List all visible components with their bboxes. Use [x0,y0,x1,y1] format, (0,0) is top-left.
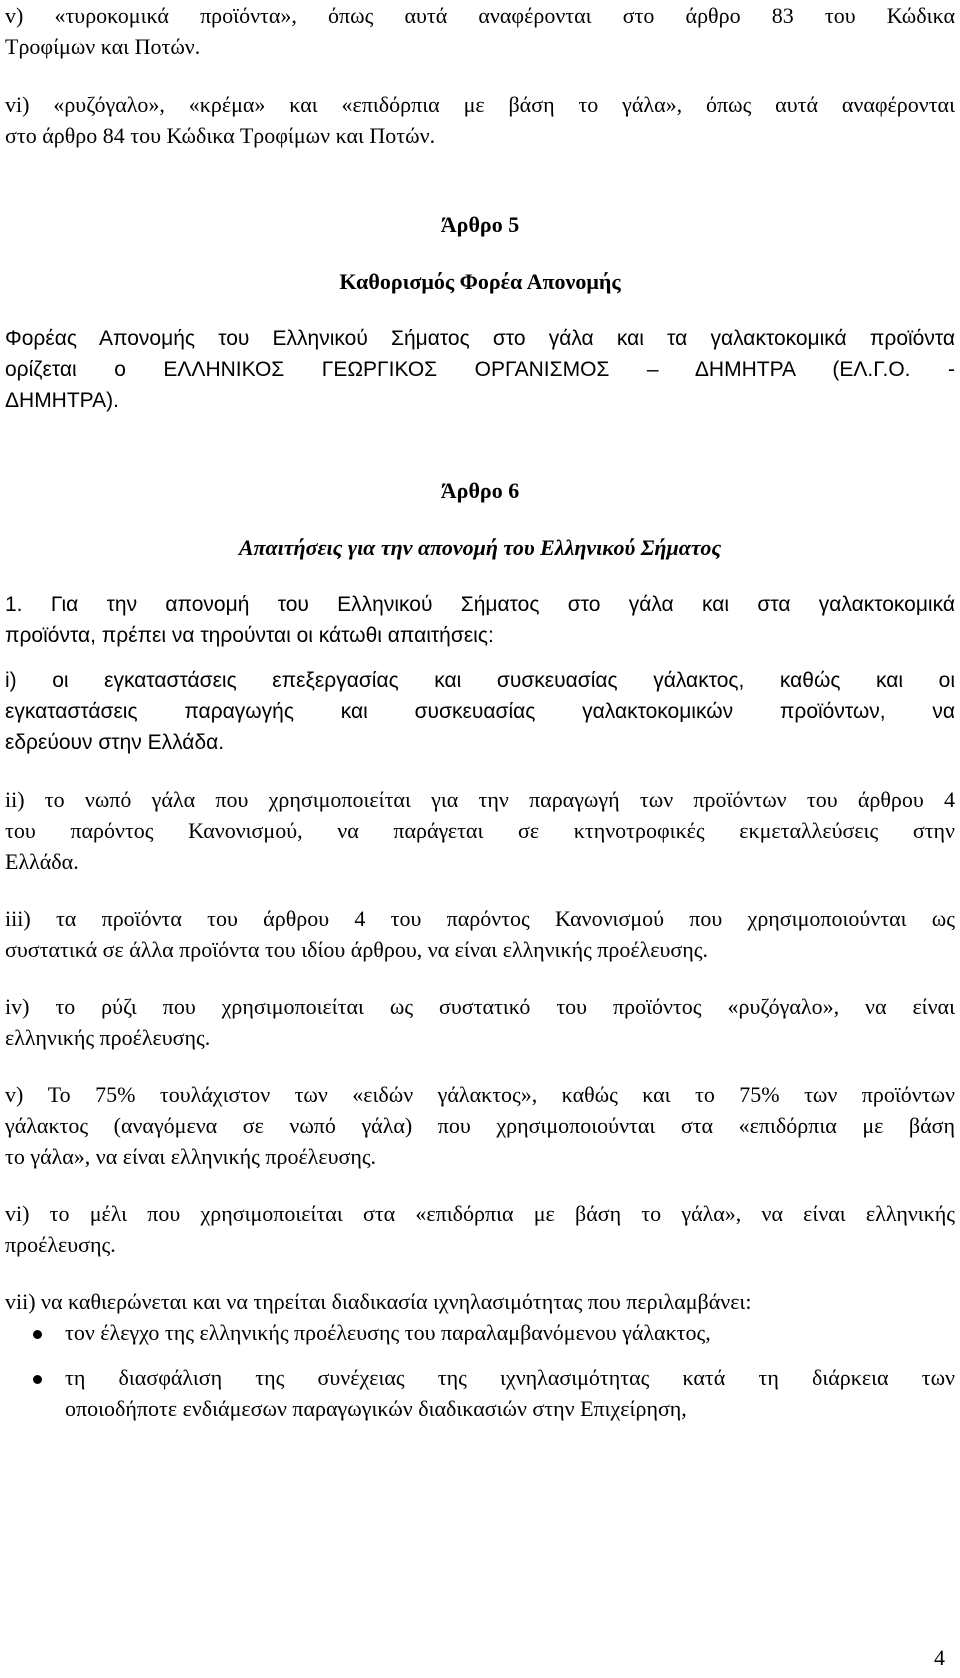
list-item-vi-line2: στο άρθρο 84 του Κώδικα Τροφίμων και Ποτών. [5,123,436,148]
article6-item-v-line3: το γάλα», να είναι ελληνικής προέλευσης. [5,1144,377,1169]
article6-item-iv-line2: ελληνικής προέλευσης. [5,1025,211,1050]
list-item-vi-line1: vi) «ρυζόγαλο», «κρέμα» και «επιδόρπια με βάση το γάλα», όπως αυτά αναφέρονται [5,92,955,117]
article5-title: Καθορισμός Φορέα Απονομής [339,269,621,294]
article6-item-iii-line2: συστατικά σε άλλα προϊόντα του ιδίου άρθρου, να είναι ελληνικής προέλευσης. [5,937,708,962]
article6-heading: Άρθρο 6 [440,478,520,503]
article6-title: Απαιτήσεις για την απονομή του Ελληνικού Σήματος [238,535,722,560]
bullet-dot-icon [33,1330,42,1339]
list-item-v-line2: Τροφίμων και Ποτών. [5,34,201,59]
article6-item-ii-line2: του παρόντος Κανονισμού, να παράγεται σε κτηνοτροφικές εκμεταλλεύσεις στην [5,818,955,843]
bullet-2-line1: τη διασφάλιση της συνέχειας της ιχνηλασιμότητας κατά τη διάρκεια των [65,1365,955,1390]
bullet-list [5,1317,955,1424]
list-item-v-line1: v) «τυροκομικά προϊόντα», όπως αυτά αναφέρονται στο άρθρο 83 του Κώδικα [5,3,955,28]
article6-item-ii-line3: Ελλάδα. [5,849,79,874]
article6-item-ii-line1: ii) το νωπό γάλα που χρησιμοποιείται για την παραγωγή των προϊόντων του άρθρου 4 [5,787,955,812]
bullet-2-line2: οποιοδήποτε ενδιάμεσων παραγωγικών διαδικασιών στην Επιχείρηση, [65,1396,687,1421]
bullet-1-line1: τον έλεγχο της ελληνικής προέλευσης του παραλαμβανόμενου γάλακτος, [65,1320,711,1345]
article5-body-line1: Φορέας Απονομής του Ελληνικού Σήματος στο γάλα και τα γαλακτοκομικά προϊόντα [5,327,955,350]
article6-item-vi-line1: vi) το μέλι που χρησιμοποιείται στα «επιδόρπια με βάση το γάλα», να είναι ελληνικής [5,1201,955,1226]
article5-body-line2: ορίζεται ο ΕΛΛΗΝΙΚΟΣ ΓΕΩΡΓΙΚΟΣ ΟΡΓΑΝΙΣΜΟΣ – ΔΗΜΗΤΡΑ (ΕΛ.Γ.Ο. - [5,358,955,381]
bullet-item [5,1317,955,1348]
article6-item-vi-line2: προέλευσης. [5,1232,116,1257]
page-number: 4 [934,1645,945,1670]
article6-item-i-line1: i) οι εγκαταστάσεις επεξεργασίας και συσκευασίας γάλακτος, καθώς και οι [5,669,955,692]
article6-item-v-line1: v) Το 75% τουλάχιστον των «ειδών γάλακτος», καθώς και το 75% των προϊόντων [5,1082,955,1107]
article6-para1-line2: προϊόντα, πρέπει να τηρούνται οι κάτωθι απαιτήσεις: [5,624,494,647]
article6-item-iii-line1: iii) τα προϊόντα του άρθρου 4 του παρόντος Κανονισμού που χρησιμοποιούνται ως [5,906,955,931]
bullet-dot-icon [33,1375,42,1384]
article6-item-i-line3: εδρεύουν στην Ελλάδα. [5,731,225,754]
article6-item-v-line2: γάλακτος (αναγόμενα σε νωπό γάλα) που χρησιμοποιούνται στα «επιδόρπια με βάση [5,1113,955,1138]
article6-item-vii-line1: vii) να καθιερώνεται και να τηρείται διαδικασία ιχνηλασιμότητας που περιλαμβάνει: [5,1289,752,1314]
article5-body-line3: ΔΗΜΗΤΡΑ). [5,389,119,412]
bullet-item [5,1362,955,1424]
article5-heading: Άρθρο 5 [440,212,520,237]
article6-item-i-line2: εγκαταστάσεις παραγωγής και συσκευασίας γαλακτοκομικών προϊόντων, να [5,700,955,723]
article6-item-iv-line1: iv) το ρύζι που χρησιμοποιείται ως συστατικό του προϊόντος «ρυζόγαλο», να είναι [5,994,955,1019]
article6-para1-line1: 1. Για την απονομή του Ελληνικού Σήματος στο γάλα και στα γαλακτοκομικά [5,593,955,616]
